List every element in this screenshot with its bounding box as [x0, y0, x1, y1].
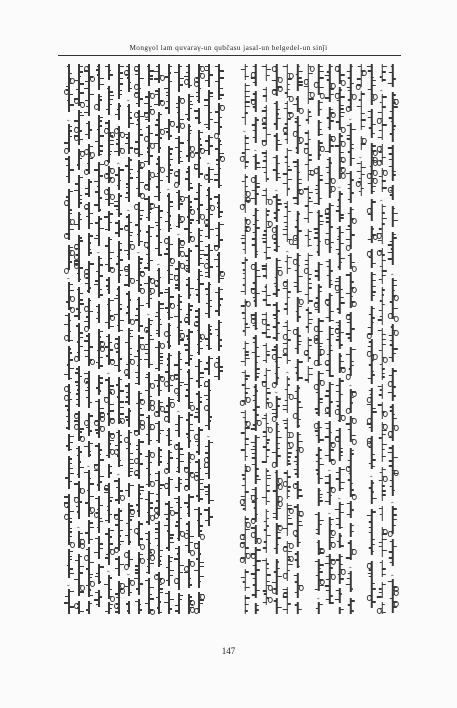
text-column: › ‹ ‹: [345, 64, 356, 614]
text-column: ‹ ‹ ‹: [387, 64, 398, 614]
text-column: ‹: [251, 64, 262, 614]
text-column: ‹ ‹: [324, 64, 335, 614]
text-column: [303, 64, 314, 614]
text-column: › ‹ ›: [124, 64, 134, 614]
text-column: [194, 64, 204, 614]
text-column: ‹ ›: [204, 64, 214, 614]
text-column: ‹ ‹: [104, 64, 114, 614]
text-column: ›: [356, 64, 367, 614]
header-rule: [58, 55, 401, 56]
text-block-left: [64, 64, 224, 614]
text-column: › ‹ ›: [64, 64, 74, 614]
text-column: [261, 64, 272, 614]
text-column: ‹: [154, 64, 164, 614]
text-column: [214, 64, 224, 614]
text-column: ‹ ‹: [377, 64, 388, 614]
text-column: [184, 64, 194, 614]
text-column: ‹: [74, 64, 84, 614]
text-column: ›: [366, 64, 377, 614]
page-number: 147: [221, 646, 236, 656]
running-header: Mongγol lam quvaraγ-un qubčasu jasal-un belgedel-un sinǰi: [129, 44, 328, 52]
text-column: ›: [144, 64, 154, 614]
text-column: [293, 64, 304, 614]
text-block-right: [240, 64, 398, 614]
text-column: ‹ ‹: [282, 64, 293, 614]
text-column: ›: [134, 64, 144, 614]
text-column: ‹: [84, 64, 94, 614]
text-column: › ‹: [174, 64, 184, 614]
text-column: › ›: [335, 64, 346, 614]
text-column: ›: [314, 64, 325, 614]
text-column: ‹ ›: [272, 64, 283, 614]
text-column: ›: [240, 64, 251, 614]
text-column: ‹: [164, 64, 174, 614]
text-column: ‹ ‹: [114, 64, 124, 614]
text-column: ›: [94, 64, 104, 614]
